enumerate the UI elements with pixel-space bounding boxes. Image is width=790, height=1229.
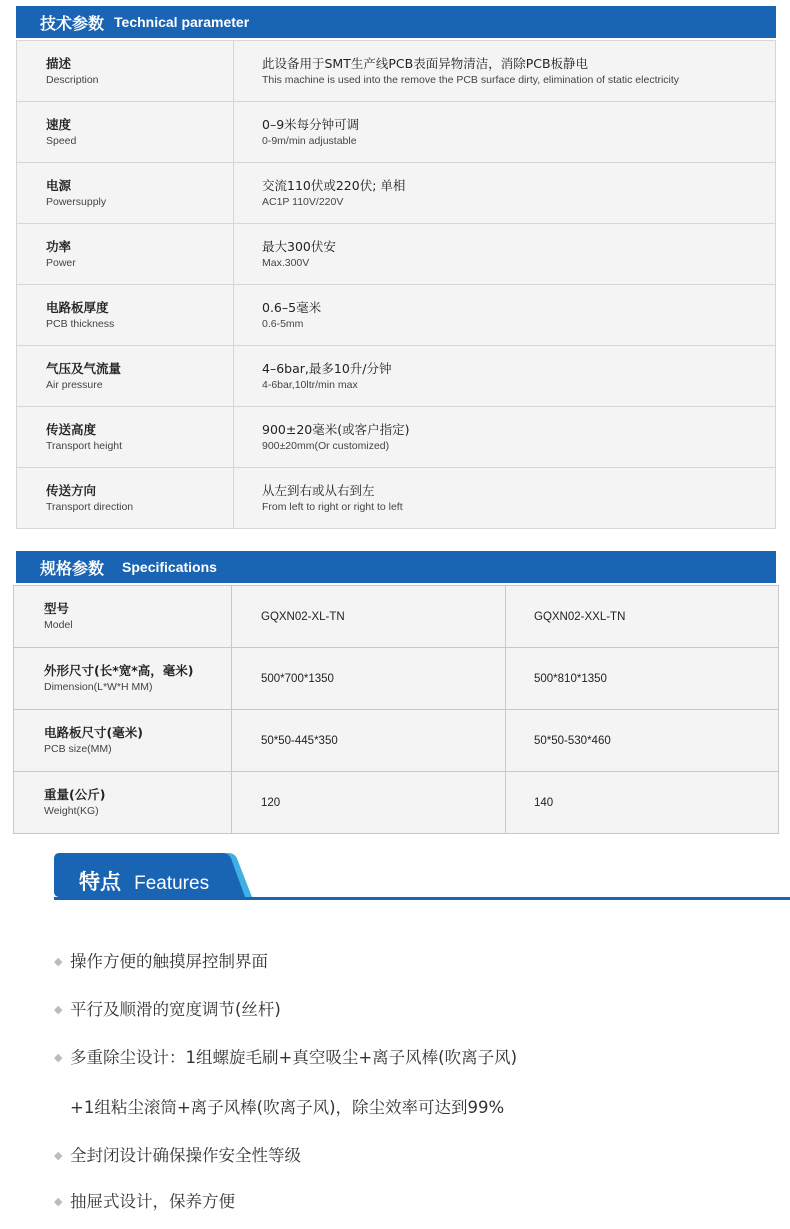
label-zh: 传送高度: [46, 421, 97, 437]
tech-row-value: [234, 41, 776, 102]
feature-text: 抽屉式设计，保养方便: [70, 1192, 235, 1211]
tech-row-value: [234, 285, 776, 346]
spec-value-1: GQXN02-XL-TN: [232, 586, 506, 648]
label-zh: 传送方向: [46, 482, 97, 498]
features-title: [79, 866, 209, 896]
value-en: 0.6-5mm: [262, 317, 304, 330]
value-en: From left to right or right to left: [262, 500, 403, 513]
spec-row: [14, 586, 779, 648]
value-zh: 900±20毫米(或客户指定): [262, 421, 410, 437]
spec-row-label: [14, 710, 232, 772]
tech-row-value: [234, 468, 776, 529]
tech-row-label: [17, 346, 234, 407]
diamond-bullet-icon: ◆: [54, 1051, 63, 1064]
feature-item-continuation: +1组粘尘滚筒+离子风棒(吹离子风)，除尘效率可达到99%: [70, 1098, 505, 1117]
tech-row-label: [17, 407, 234, 468]
feature-item: [54, 1044, 517, 1068]
label-zh: 功率: [46, 238, 72, 254]
value-zh: 从左到右或从右到左: [262, 482, 375, 498]
label-zh: 速度: [46, 116, 72, 132]
feature-text: 操作方便的触摸屏控制界面: [70, 952, 268, 971]
label-zh: 气压及气流量: [46, 360, 122, 376]
label-en: Weight(KG): [44, 805, 99, 817]
diamond-bullet-icon: ◆: [54, 1149, 63, 1162]
tech-row-value: [234, 346, 776, 407]
label-en: PCB size(MM): [44, 743, 112, 755]
label-zh: 电路板厚度: [46, 299, 109, 315]
feature-text: 全封闭设计确保操作安全性等级: [70, 1146, 301, 1165]
label-en: Description: [46, 73, 99, 86]
feature-item: [54, 1188, 235, 1212]
label-zh: 外形尺寸(长*宽*高，毫米): [44, 663, 194, 678]
label-en: Dimension(L*W*H MM): [44, 681, 153, 693]
tech-table: [16, 40, 776, 529]
diamond-bullet-icon: ◆: [54, 955, 63, 968]
spec-row: [14, 772, 779, 834]
label-zh: 型号: [44, 601, 70, 616]
tech-row: [17, 102, 776, 163]
label-en: Transport direction: [46, 500, 134, 513]
label-en: Power: [46, 256, 76, 269]
value-zh: 0–9米每分钟可调: [262, 116, 360, 132]
label-en: PCB thickness: [46, 317, 115, 330]
value-zh: 交流110伏或220伏; 单相: [262, 177, 406, 193]
tech-row-value: [234, 407, 776, 468]
spec-header-en: Specifications: [122, 559, 217, 575]
diamond-bullet-icon: ◆: [54, 1003, 63, 1016]
tech-row-label: [17, 41, 234, 102]
diamond-bullet-icon: ◆: [54, 1195, 63, 1208]
tech-row-value: [234, 224, 776, 285]
label-en: Powersupply: [46, 195, 107, 208]
label-en: Transport height: [46, 439, 123, 452]
spec-value-1: 500*700*1350: [232, 648, 506, 710]
spec-value-1: 120: [232, 772, 506, 834]
spec-value-1: 50*50-445*350: [232, 710, 506, 772]
label-en: Speed: [46, 134, 77, 147]
value-zh: 4–6bar,最多10升/分钟: [262, 360, 392, 376]
feature-item: [54, 948, 268, 972]
label-en: Air pressure: [46, 378, 103, 391]
spec-row-label: [14, 586, 232, 648]
tech-row-label: [17, 102, 234, 163]
label-zh: 描述: [46, 55, 72, 71]
value-en: This machine is used into the remove the PCB surface dirty, elimination of static electricity: [262, 73, 680, 86]
spec-section-header: [16, 551, 776, 583]
spec-row-label: [14, 648, 232, 710]
tech-row: [17, 163, 776, 224]
label-zh: 电路板尺寸(毫米): [44, 725, 143, 740]
feature-item: [54, 1142, 301, 1166]
tech-row-value: [234, 102, 776, 163]
label-zh: 重量(公斤): [44, 787, 106, 802]
tech-header-en: Technical parameter: [114, 14, 250, 30]
spec-value-2: GQXN02-XXL-TN: [506, 586, 779, 648]
tech-row: [17, 285, 776, 346]
value-zh: 最大300伏安: [262, 238, 336, 254]
value-zh: 此设备用于SMT生产线PCB表面异物清洁，消除PCB板静电: [262, 55, 589, 71]
value-en: 900±20mm(Or customized): [262, 439, 390, 452]
tech-row: [17, 224, 776, 285]
spec-header-zh: 规格参数: [40, 558, 105, 578]
features-title-en: Features: [134, 873, 210, 894]
value-zh: 0.6–5毫米: [262, 299, 322, 315]
tech-row: [17, 407, 776, 468]
spec-value-2: 50*50-530*460: [506, 710, 779, 772]
feature-text: 平行及顺滑的宽度调节(丝杆): [70, 1000, 281, 1019]
value-en: AC1P 110V/220V: [262, 195, 344, 208]
feature-item: [54, 996, 281, 1020]
value-en: Max.300V: [262, 256, 310, 269]
spec-row: [14, 648, 779, 710]
spec-row: [14, 710, 779, 772]
tech-row-label: [17, 224, 234, 285]
label-zh: 电源: [46, 177, 72, 193]
tech-row-label: [17, 163, 234, 224]
value-en: 0-9m/min adjustable: [262, 134, 357, 147]
label-en: Model: [44, 619, 73, 631]
spec-value-2: 500*810*1350: [506, 648, 779, 710]
spec-table: [13, 585, 779, 834]
tech-row-label: [17, 468, 234, 529]
tech-section-header: [16, 6, 776, 38]
value-en: 4-6bar,10ltr/min max: [262, 378, 358, 391]
feature-text: 多重除尘设计：1组螺旋毛刷+真空吸尘+离子风棒(吹离子风): [70, 1048, 518, 1067]
tech-row: [17, 468, 776, 529]
features-title-zh: 特点: [79, 870, 121, 894]
tech-row-label: [17, 285, 234, 346]
spec-value-2: 140: [506, 772, 779, 834]
tech-row: [17, 346, 776, 407]
tech-header-zh: 技术参数: [40, 13, 105, 33]
tech-row: [17, 41, 776, 102]
tech-row-value: [234, 163, 776, 224]
spec-row-label: [14, 772, 232, 834]
